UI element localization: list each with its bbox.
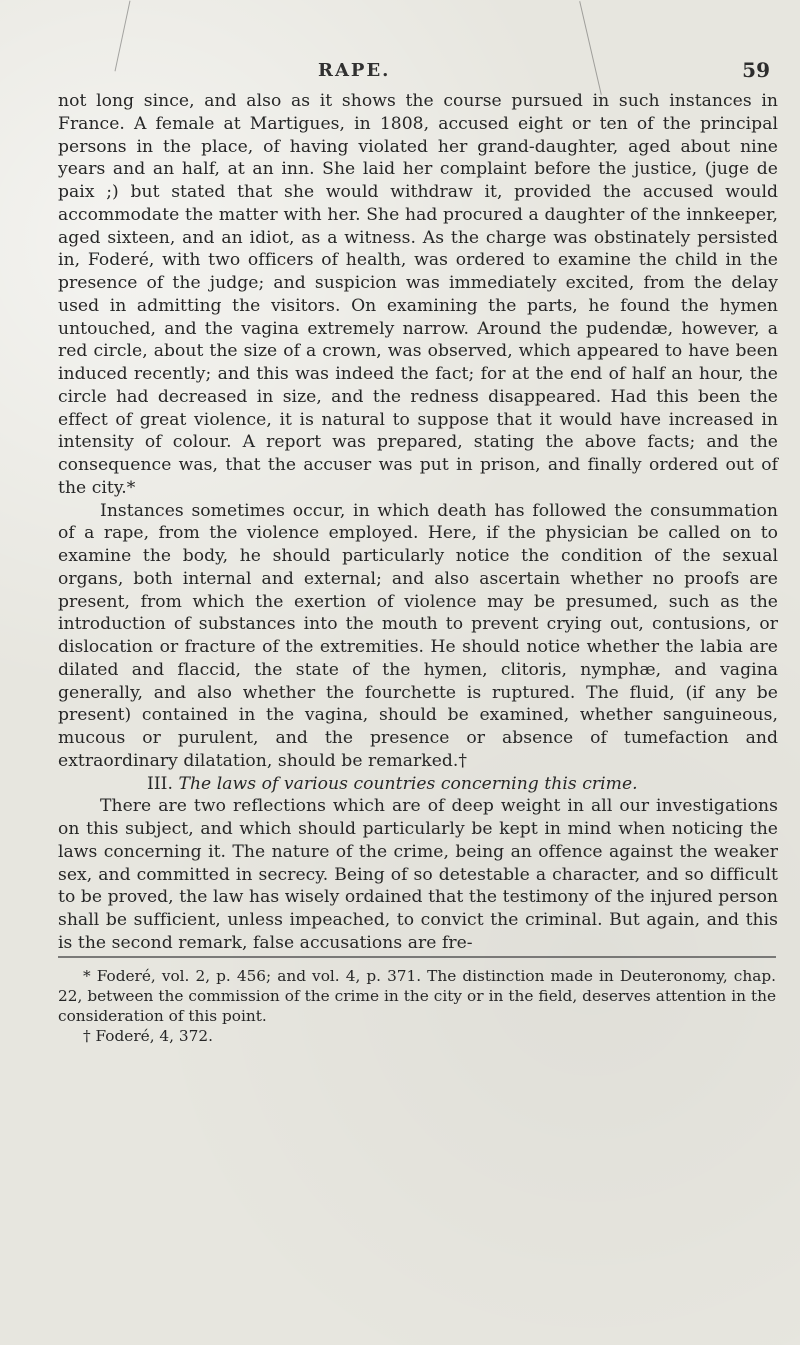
- section-heading: [58, 773, 778, 796]
- section-number: III.: [147, 773, 173, 794]
- paragraph-martigues-case: not long since, and also as it shows the course pursued in such instances in France. A female at Martigues, in 1808, accused eight or ten of the principal persons in the place, of having violated her grand-daughter, aged about nine years and an half, at an inn. She laid her complaint before the justice, (juge de paix ;) but stated that she would withdraw it, provided the accused would accommodate the matter with her. She had procured a daughter of the innkeeper, aged sixteen, and an idiot, as a witness. As the charge was obstinately persisted in, Foderé, with two officers of health, was ordered to examine the child in the presence of the judge; and suspicion was immediately excited, from the delay used in admitting the visitors. On examining the parts, he found the hymen untouched, and the vagina extremely narrow. Around the pudendæ, however, a red circle, about the size of a crown, was observed, which appeared to have been induced recently; and this was indeed the fact; for at the end of half an hour, the circle had decreased in size, and the redness disappeared. Had this been the effect of great violence, it is natural to suppose that it would have increased in intensity of colour. A report was prepared, stating the above facts; and the consequence was, that the accuser was put in prison, and finally ordered out of the city.*: [58, 91, 778, 498]
- footnote-divider: [58, 956, 776, 958]
- footnote-1: * Foderé, vol. 2, p. 456; and vol. 4, p. 371. The distinction made in Deuteronomy, chap. 22, between the commission of the crime in the city or in the field, deserves attention in the consideration of this point.: [58, 967, 776, 1025]
- footnote-2: † Foderé, 4, 372.: [83, 1027, 213, 1045]
- main-text: [58, 90, 778, 955]
- footnotes: [58, 966, 776, 1046]
- section-title: The laws of various countries concerning this crime.: [178, 773, 638, 794]
- paragraph-death-following-rape: Instances sometimes occur, in which death has followed the consummation of a rape, from the violence employed. Here, if the physician be called on to examine the body, he should particularly notice the condition of the sexual organs, both internal and external; and also ascertain whether no proofs are present, from which the exertion of violence may be presumed, such as the introduction of substances into the mouth to prevent crying out, contusions, or dislocation or fracture of the extremities. He should notice whether the labia are dilated and flaccid, the state of the hymen, clitoris, nymphæ, and vagina generally, and also whether the fourchette is ruptured. The fluid, (if any be present) contained in the vagina, should be examined, whether sanguineous, mucous or purulent, and the presence or absence of tumefaction and extraordinary dilatation, should be remarked.†: [58, 500, 778, 771]
- page-number: 59: [742, 58, 770, 82]
- page-header: [58, 57, 770, 83]
- running-head: RAPE.: [318, 59, 391, 81]
- paragraph-laws-reflections: There are two reflections which are of deep weight in all our investigations on this subject, and which should particularly be kept in mind when noticing the laws concerning it. The nature of the crime, being an offence against the weaker sex, and committed in secrecy. Being of so detestable a character, and so difficult to be proved, the law has wisely ordained that the testimony of the injured person shall be sufficient, unless impeached, to convict the criminal. But again, and this is the second remark, false accusations are fre-: [58, 796, 778, 953]
